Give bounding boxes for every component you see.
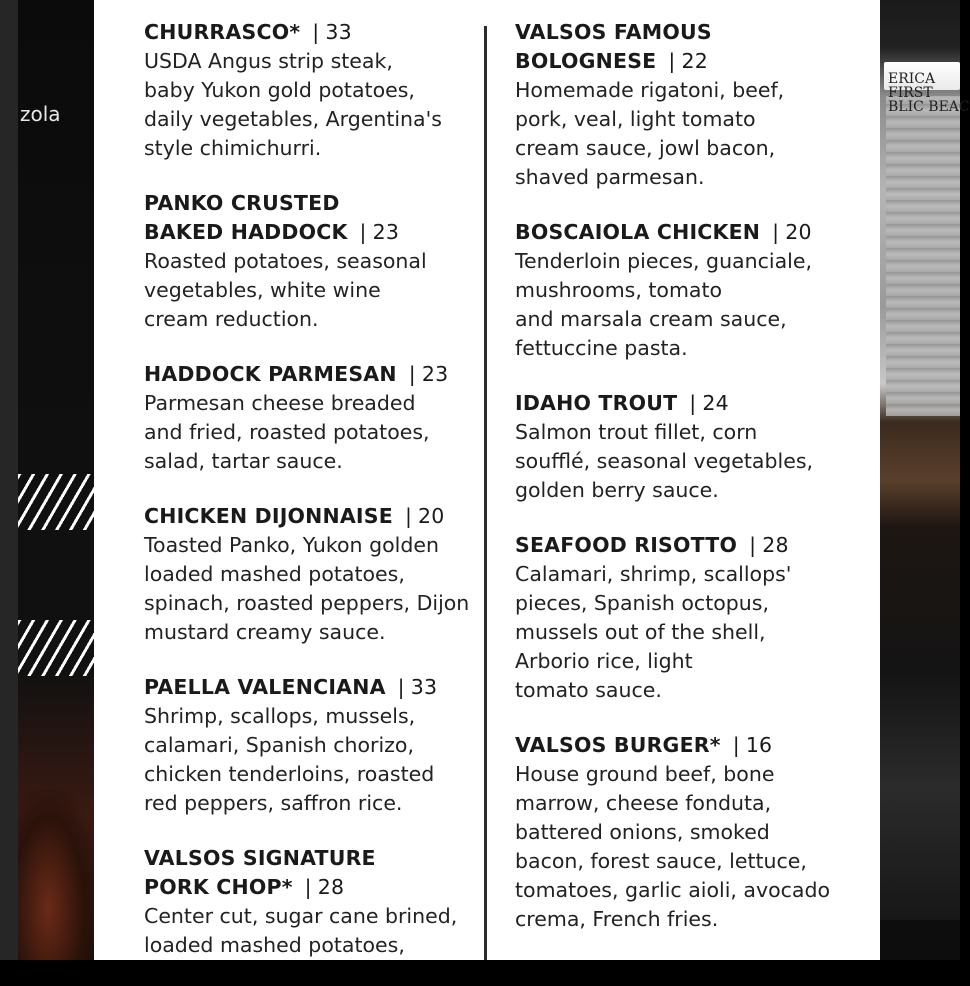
price-separator: | xyxy=(312,20,320,44)
menu-item-description: Calamari, shrimp, scallops' pieces, Spanish octopus, mussels out of the shell, Arborio rice, light tomato sauce. xyxy=(515,562,792,702)
menu-item-price: 28 xyxy=(317,875,345,899)
menu-item-price: 28 xyxy=(762,533,789,557)
menu-item-title xyxy=(515,389,855,418)
menu-item-name: CHICKEN DIJONNAISE xyxy=(144,504,393,528)
menu-item xyxy=(144,502,474,647)
menu-item-title xyxy=(515,531,855,560)
menu-item-description: Center cut, sugar cane brined, loaded mashed potatoes, xyxy=(144,904,458,957)
menu-item-name: VALSOS BURGER* xyxy=(515,733,721,757)
menu-item-name: SEAFOOD RISOTTO xyxy=(515,533,738,557)
menu-item-name: BOLOGNESE xyxy=(515,49,657,73)
menu-item-description: Roasted potatoes, seasonal vegetables, white wine cream reduction. xyxy=(144,249,427,331)
menu-item-name: PANKO CRUSTED xyxy=(144,191,340,215)
price-separator: | xyxy=(668,49,676,73)
price-separator: | xyxy=(749,533,757,557)
menu-item-title xyxy=(515,218,855,247)
menu-item-title xyxy=(515,18,855,76)
menu-item-name: BOSCAIOLA CHICKEN xyxy=(515,220,761,244)
menu-item-price: 24 xyxy=(702,391,729,415)
left-edge-strip xyxy=(0,0,18,960)
menu-item-price: 33 xyxy=(410,675,438,699)
column-divider xyxy=(484,26,487,960)
menu-item-price: 20 xyxy=(785,220,812,244)
price-separator: | xyxy=(772,220,780,244)
menu-item xyxy=(515,531,855,705)
poster-sign-text: ERICA FIRST BLIC BEAC xyxy=(888,71,970,115)
menu-page xyxy=(94,0,880,960)
menu-item-price: 33 xyxy=(325,20,352,44)
menu-item-description: Tenderloin pieces, guanciale, mushrooms, tomato and marsala cream sauce, fettuccine pasta. xyxy=(515,249,812,360)
wall-poster xyxy=(886,96,960,416)
menu-item-title xyxy=(144,189,474,247)
menu-item-title xyxy=(515,731,855,760)
menu-item-description: Salmon trout fillet, corn soufflé, seasonal vegetables, golden berry sauce. xyxy=(515,420,814,502)
menu-item xyxy=(144,18,474,163)
menu-item-title xyxy=(144,360,474,389)
menu-column-left xyxy=(144,18,474,986)
menu-item-title xyxy=(144,844,474,902)
price-separator: | xyxy=(404,504,413,528)
diagonal-stripes-decoration xyxy=(18,474,94,530)
menu-item xyxy=(144,844,474,960)
diagonal-stripes-decoration xyxy=(18,620,94,676)
menu-item xyxy=(515,18,855,192)
menu-item-name: CHURRASCO* xyxy=(144,20,301,44)
menu-item-name: VALSOS FAMOUS xyxy=(515,20,712,44)
menu-item xyxy=(515,731,855,934)
left-bottom-photo xyxy=(18,790,94,960)
menu-item-name: IDAHO TROUT xyxy=(515,391,678,415)
menu-item-title xyxy=(144,673,474,702)
menu-item-description: House ground beef, bone marrow, cheese fonduta, battered onions, smoked bacon, forest sauce, lettuce, tomatoes, garlic aioli, avocado crema, French fries. xyxy=(515,762,831,931)
price-separator: | xyxy=(689,391,697,415)
menu-item-description: Parmesan cheese breaded and fried, roasted potatoes, salad, tartar sauce. xyxy=(144,391,430,473)
menu-item-name: PORK CHOP* xyxy=(144,875,293,899)
price-separator: | xyxy=(304,875,312,899)
menu-item-price: 23 xyxy=(421,362,449,386)
left-partial-text: zola xyxy=(20,102,61,126)
menu-item-price: 16 xyxy=(745,733,773,757)
price-separator: | xyxy=(732,733,740,757)
menu-item-name: VALSOS SIGNATURE xyxy=(144,846,376,870)
menu-item-name: BAKED HADDOCK xyxy=(144,220,348,244)
menu-item xyxy=(144,189,474,334)
menu-item-title xyxy=(144,18,474,47)
menu-item-title xyxy=(144,502,474,531)
menu-item-price: 23 xyxy=(372,220,400,244)
menu-item xyxy=(144,673,474,818)
menu-item xyxy=(515,218,855,363)
menu-item-description: Homemade rigatoni, beef, pork, veal, light tomato cream sauce, jowl bacon, shaved parmesan. xyxy=(515,78,785,189)
price-separator: | xyxy=(359,220,367,244)
menu-item-price: 22 xyxy=(681,49,708,73)
menu-item-description: Shrimp, scallops, mussels, calamari, Spanish chorizo, chicken tenderloins, roasted red peppers, saffron rice. xyxy=(144,704,435,815)
price-separator: | xyxy=(397,675,405,699)
menu-item-description: USDA Angus strip steak, baby Yukon gold potatoes, daily vegetables, Argentina's style chimichurri. xyxy=(144,49,442,160)
menu-item-price: 20 xyxy=(418,504,445,528)
menu-item xyxy=(515,389,855,505)
right-floor xyxy=(880,920,960,960)
menu-item-description: Toasted Panko, Yukon golden loaded mashed potatoes, spinach, roasted peppers, Dijon mustard creamy sauce. xyxy=(144,533,470,644)
menu-item-name: HADDOCK PARMESAN xyxy=(144,362,397,386)
menu-item-name: PAELLA VALENCIANA xyxy=(144,675,386,699)
menu-column-right xyxy=(515,18,855,960)
price-separator: | xyxy=(408,362,416,386)
menu-item xyxy=(144,360,474,476)
